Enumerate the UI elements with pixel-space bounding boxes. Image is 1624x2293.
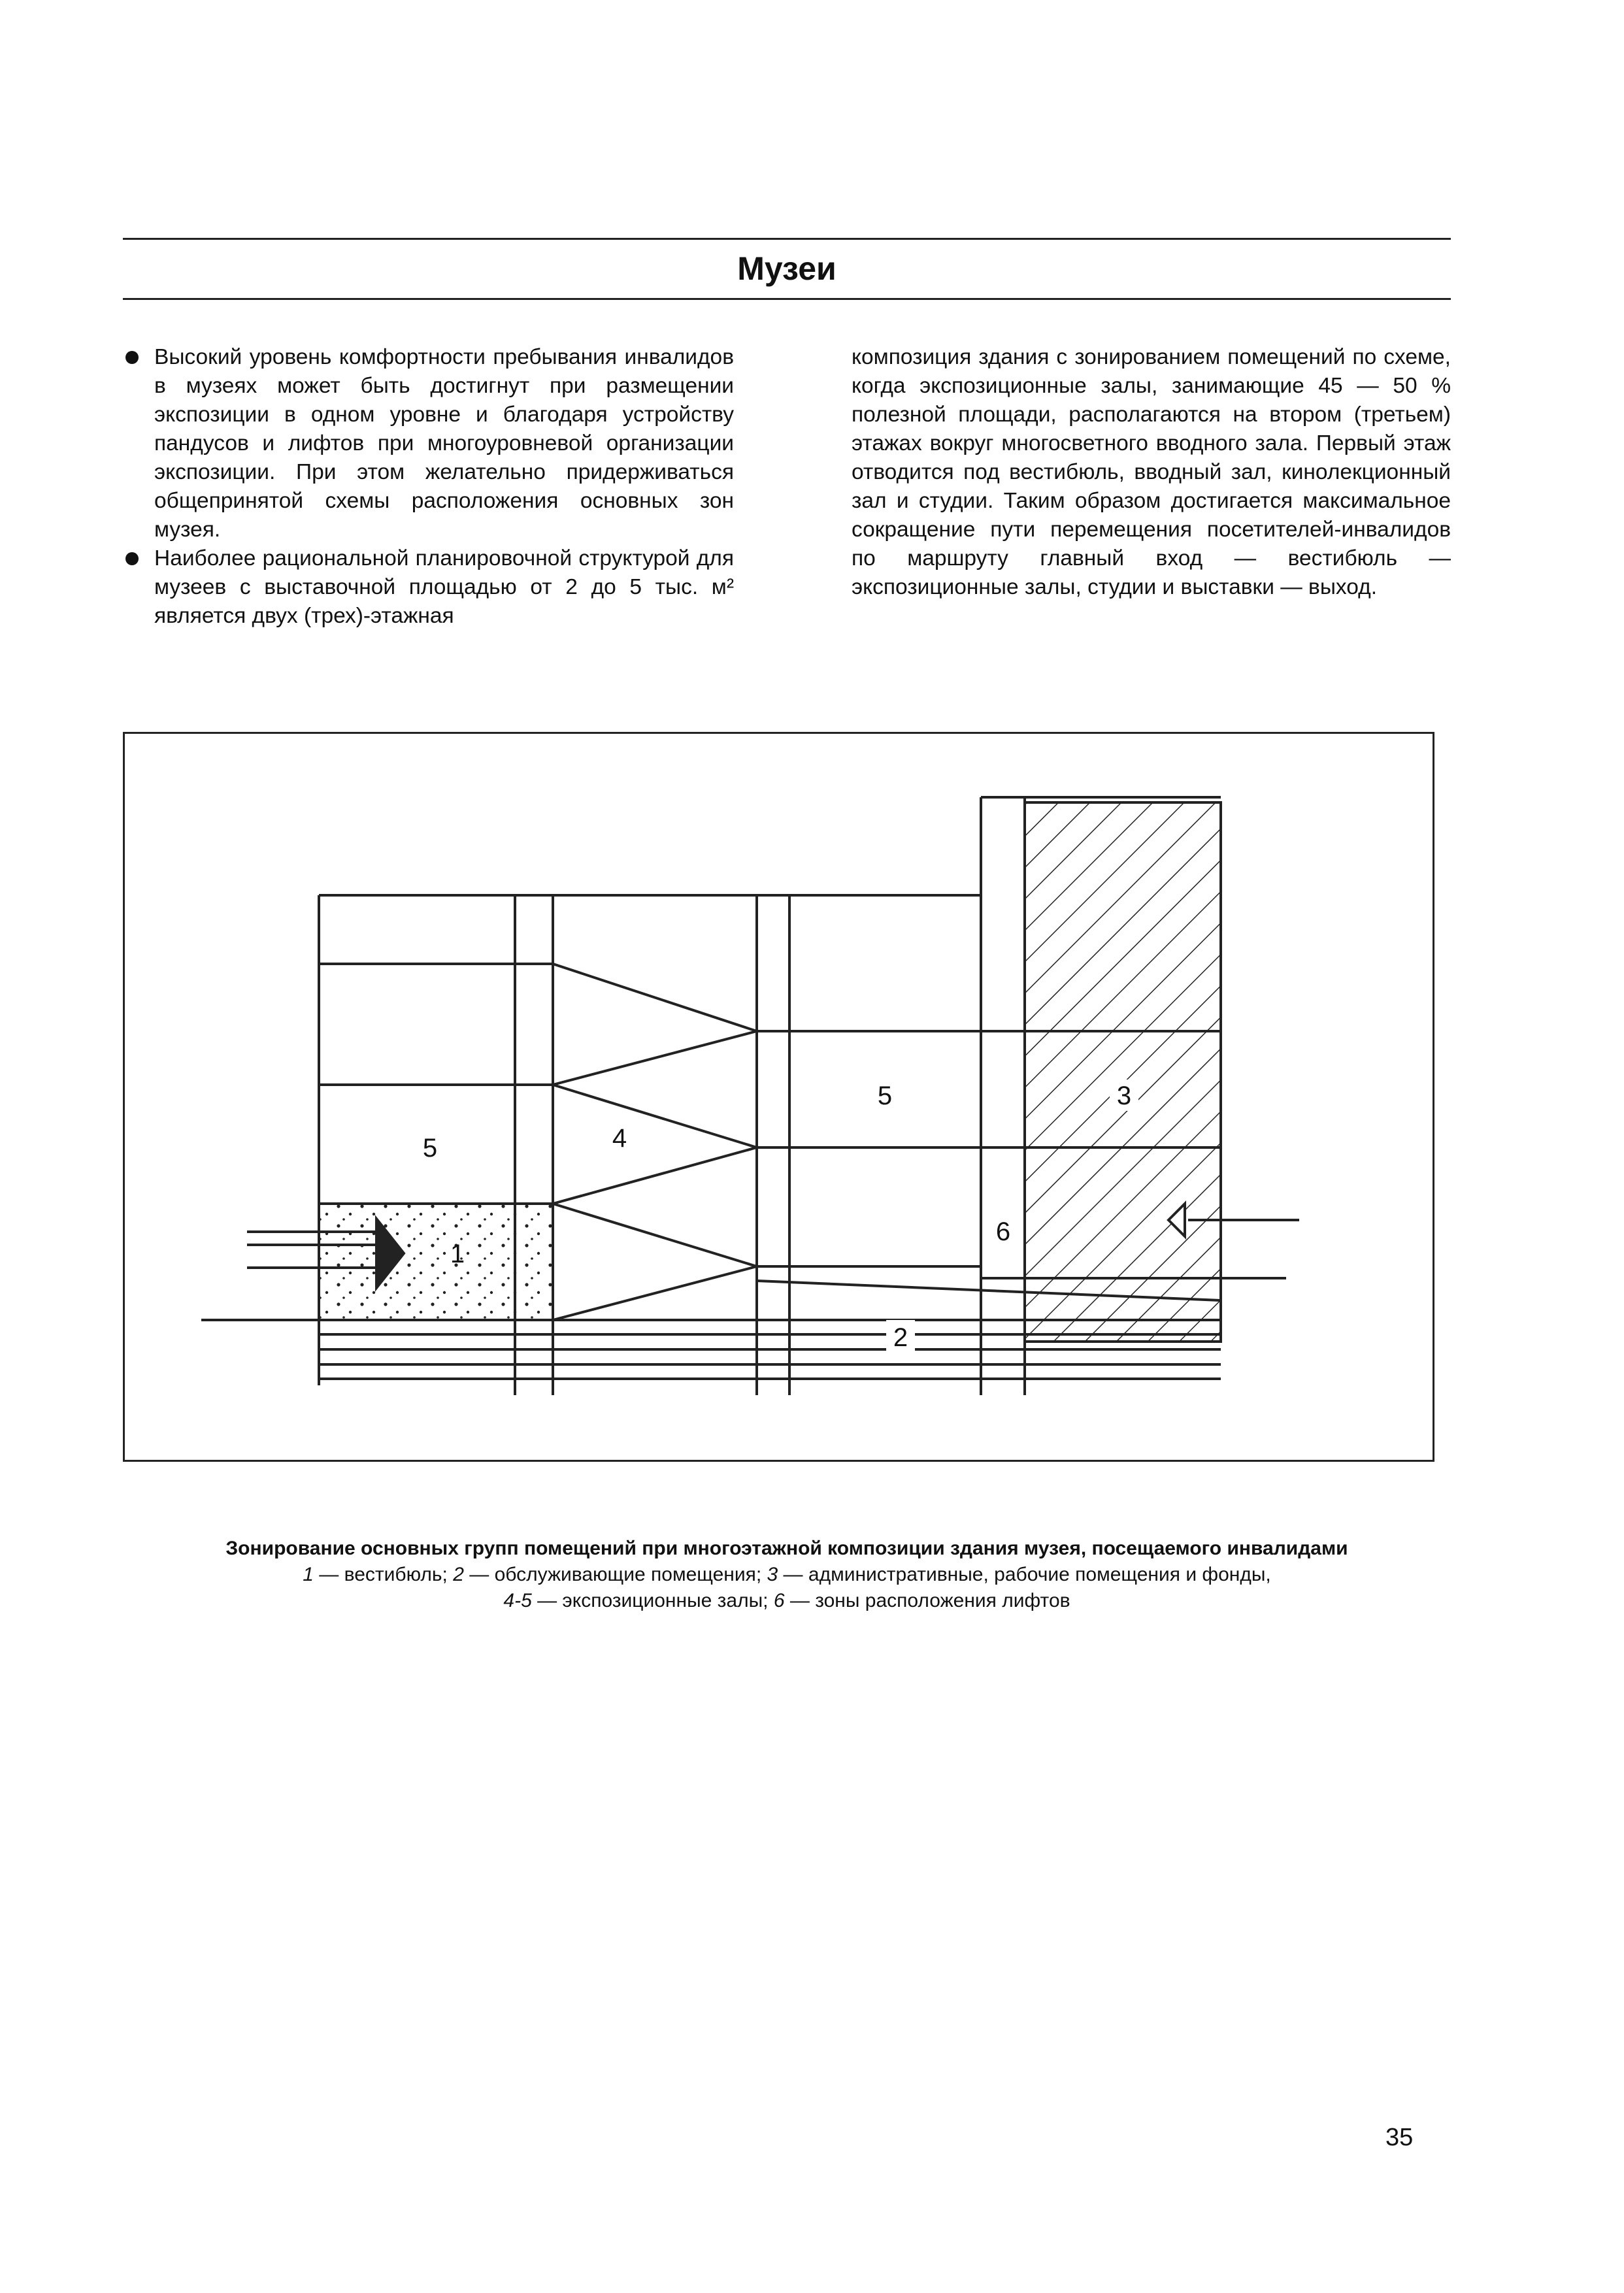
legend-num-4-5: 4-5 bbox=[503, 1590, 532, 1611]
caption-legend bbox=[123, 1562, 1451, 1614]
legend-num-3: 3 bbox=[767, 1564, 778, 1585]
bullet-paragraph-comfort: Высокий уровень комфортности пребывания инвалидов в музеях может быть достигнут при размещении экспозиции в одном уровне и благодаря устройству пандусов и лифтов при многоуровневой организации экспозиции. При этом желательно придерживаться общепринятой схемы расположения основных зон музея. bbox=[123, 343, 734, 544]
vestibule-zone bbox=[319, 1204, 553, 1320]
caption-title: Зонирование основных групп помещений при многоэтажной композиции здания музея, посещаемого инвалидами bbox=[225, 1538, 1348, 1559]
legend-text-3: — административные, рабочие помещения и фонды, bbox=[778, 1564, 1271, 1585]
text-column-right bbox=[852, 343, 1451, 602]
legend-num-6: 6 bbox=[773, 1590, 785, 1611]
diagram-label-zone-1: 1 bbox=[450, 1240, 465, 1268]
legend-text-4-5: — экспозиционные залы; bbox=[531, 1590, 774, 1611]
diagram-label-zone-6: 6 bbox=[995, 1217, 1011, 1246]
diagram-label-zone-4: 4 bbox=[612, 1124, 627, 1153]
legend-num-1: 1 bbox=[303, 1564, 314, 1585]
bullet-paragraph-structure: Наиболее рациональной планировочной структурой для музеев с выставочной площадью от 2 до 5 тыс. м² является двух (трех)-этажная bbox=[123, 544, 734, 631]
header-rule-top bbox=[123, 238, 1451, 240]
legend-text-2: — обслуживающие помещения; bbox=[463, 1564, 767, 1585]
legend-text-6: — зоны расположения лифтов bbox=[784, 1590, 1070, 1611]
diagram-label-zone-5-right: 5 bbox=[877, 1081, 893, 1110]
header-rule-bottom bbox=[123, 298, 1451, 300]
figure-caption bbox=[123, 1536, 1451, 1614]
section-title: Музеи bbox=[737, 250, 837, 287]
paragraph-continuation: композиция здания с зонированием помещений по схеме, когда экспозиционные залы, занимающие 45 — 50 % полезной площади, располагаются на втором (третьем) этажах вокруг многосветного вводного зала. Первый этаж отводится под вестибюль, вводный зал, кинолекционный зал и студии. Таким образом достигается максимальное сокращение пути перемещения посетителей-инвалидов по маршруту главный вход — вестибюль — экспозиционные залы, студии и выставки — выход. bbox=[852, 345, 1451, 599]
legend-num-2: 2 bbox=[453, 1564, 464, 1585]
page-number: 35 bbox=[1385, 2124, 1414, 2151]
zoning-diagram bbox=[123, 732, 1434, 1462]
legend-text-1: — вестибюль; bbox=[313, 1564, 454, 1585]
text-column-left bbox=[123, 343, 734, 631]
diagram-label-zone-2: 2 bbox=[893, 1323, 908, 1352]
admin-zone-hatched bbox=[1025, 802, 1221, 1342]
diagram-label-zone-5-left: 5 bbox=[422, 1134, 438, 1163]
diagram-label-zone-3: 3 bbox=[1116, 1081, 1132, 1110]
